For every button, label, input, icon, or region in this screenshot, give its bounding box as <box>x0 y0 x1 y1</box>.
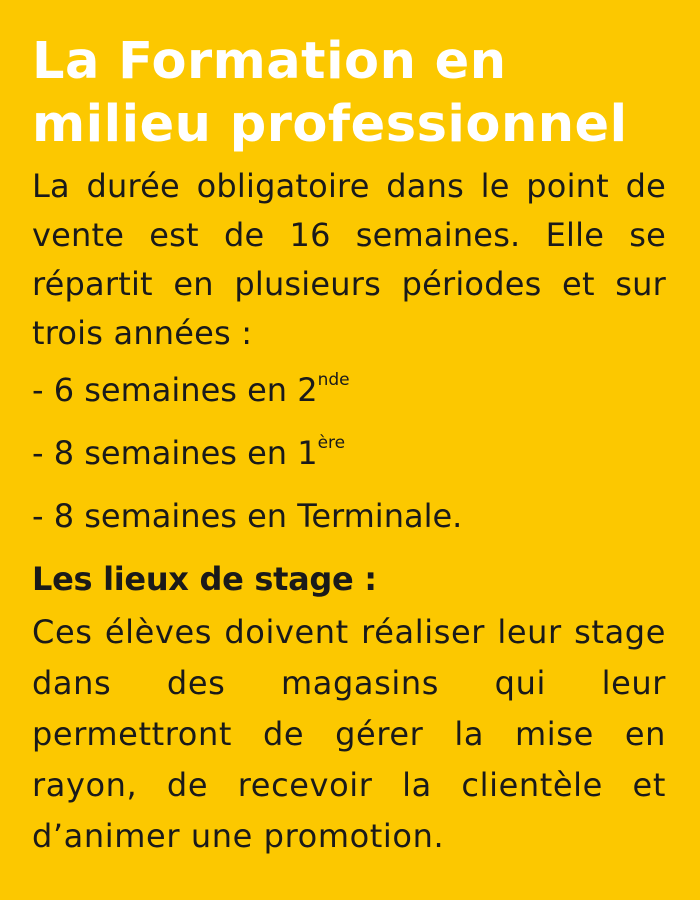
period-superscript: nde <box>317 370 350 391</box>
stage-heading: Les lieux de stage : <box>32 560 377 598</box>
periods-list <box>32 370 666 536</box>
intro-paragraph: La durée obligatoire dans le point de vente est de 16 semaines. Elle se répartit en plusieurs périodes et sur trois années : <box>32 167 666 352</box>
period-superscript: ère <box>317 433 346 454</box>
page-title-line-2: milieu professionnel <box>32 95 628 154</box>
page-title <box>32 30 666 156</box>
list-item <box>32 496 666 536</box>
list-item <box>32 370 666 410</box>
stage-paragraph: Ces élèves doivent réaliser leur stage dans des magasins qui leur permettront de gérer la mise en rayon, de recevoir la clientèle et d’animer une promotion. <box>32 613 666 855</box>
page-title-line-1: La Formation en <box>32 32 507 91</box>
period-text: - 8 semaines en Terminale. <box>32 497 463 535</box>
period-text: - 6 semaines en 2 <box>32 371 318 409</box>
list-item <box>32 433 666 473</box>
period-text: - 8 semaines en 1 <box>32 434 318 472</box>
